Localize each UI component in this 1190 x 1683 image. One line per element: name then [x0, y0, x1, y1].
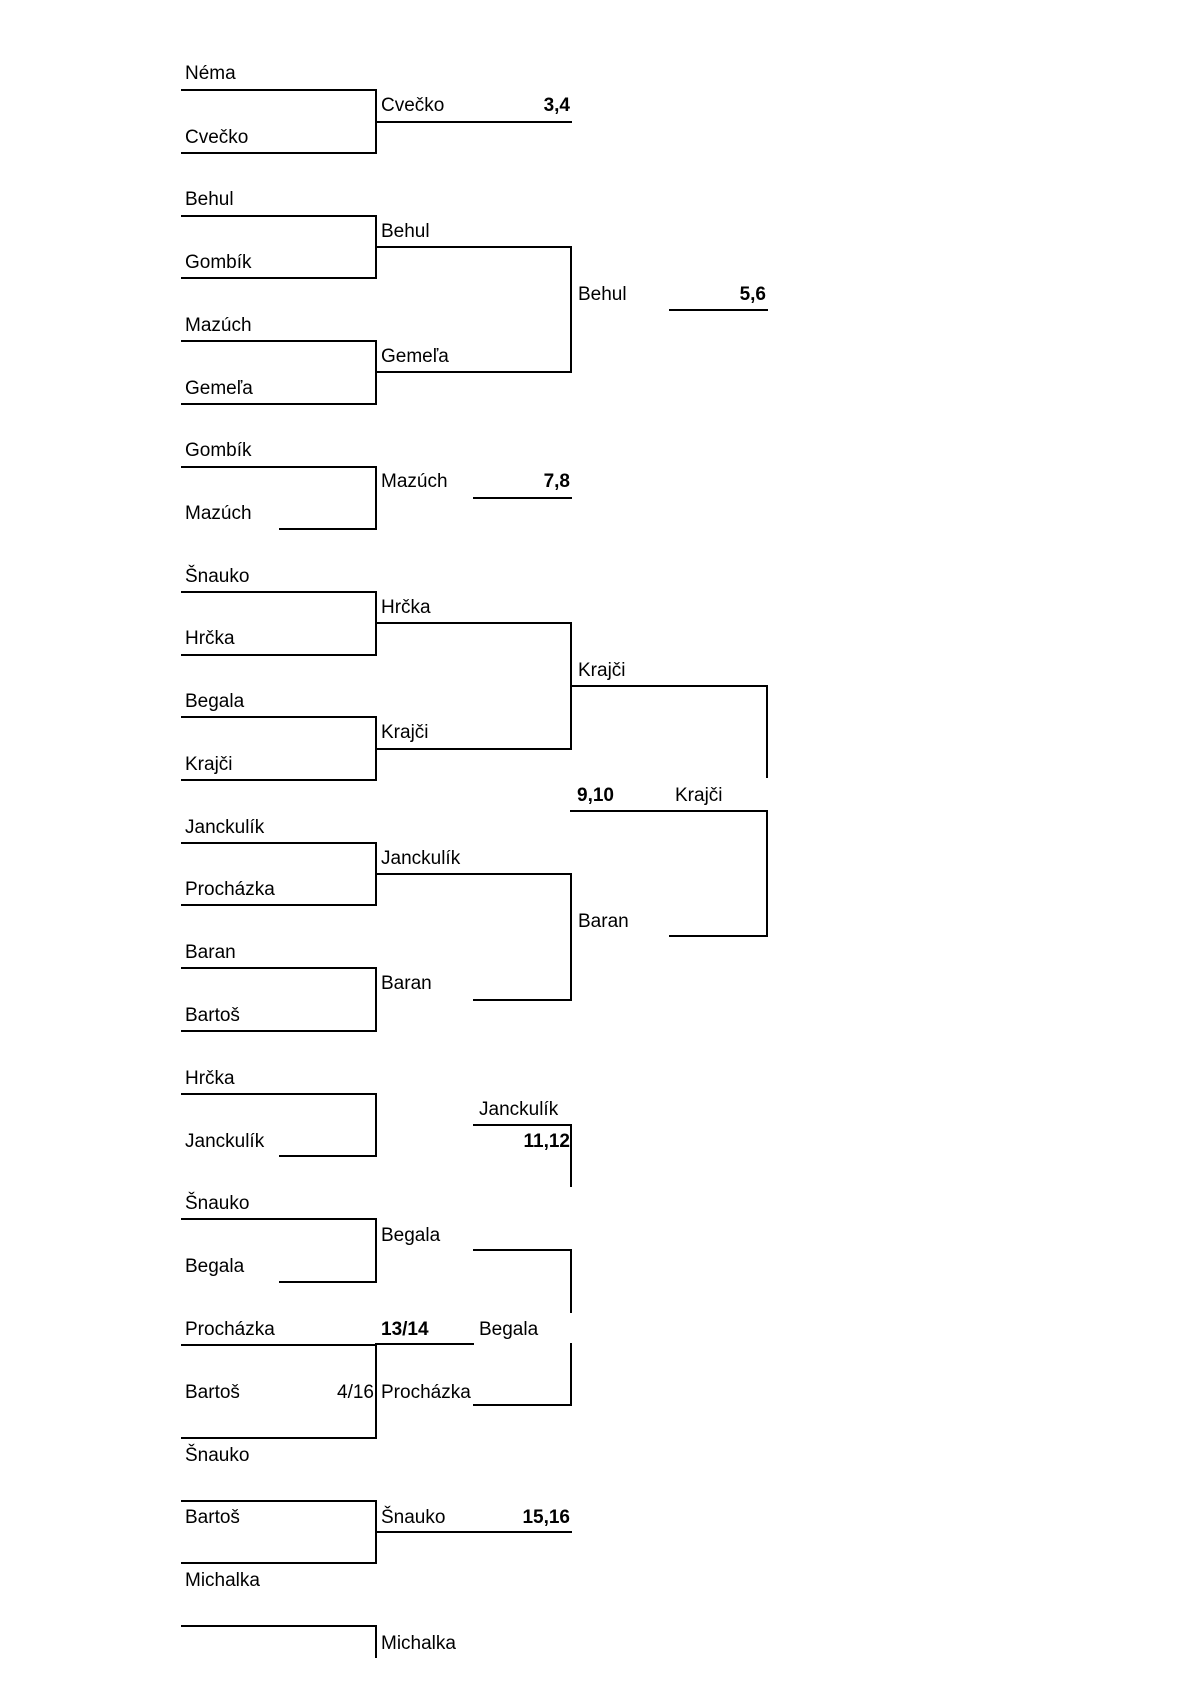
bracket-line	[181, 403, 377, 405]
r1-name: Michalka	[185, 1570, 260, 1591]
bracket-line	[181, 1093, 377, 1095]
r1-name: Šnauko	[185, 566, 250, 587]
bracket-line	[375, 1343, 474, 1345]
r2-name: Procházka	[381, 1382, 471, 1403]
place-label: 5,6	[739, 284, 766, 305]
r1-name: Krajči	[185, 754, 233, 775]
place-label: 7,8	[543, 471, 570, 492]
bracket-line	[375, 1531, 572, 1533]
bracket-line	[181, 340, 377, 342]
place-label: 3,4	[543, 95, 570, 116]
r1-name: Procházka	[185, 1319, 275, 1340]
r1-name: Cvečko	[185, 127, 249, 148]
bracket-line	[669, 309, 768, 311]
bracket-line	[181, 89, 377, 91]
bracket-line	[375, 121, 572, 123]
bracket-line	[181, 1437, 377, 1439]
bracket-line	[181, 1562, 377, 1564]
final-winner: Krajči	[675, 785, 723, 806]
r2-name: Behul	[381, 221, 430, 242]
r2-name: Šnauko	[381, 1507, 446, 1528]
bracket-line	[181, 152, 377, 154]
r1-name: Šnauko	[185, 1445, 250, 1466]
r2-name: Hrčka	[381, 597, 431, 618]
r1-name: Gombík	[185, 252, 252, 273]
place-label: 9,10	[577, 785, 614, 806]
r2-name: Gemeľa	[381, 346, 449, 367]
bracket-line	[766, 685, 768, 778]
bracket-line	[375, 1344, 377, 1439]
bracket-line	[181, 1500, 377, 1502]
bracket-line	[473, 1404, 572, 1406]
r1-name: Gombík	[185, 440, 252, 461]
r1-name: Janckulík	[185, 817, 265, 838]
bracket-line	[181, 716, 377, 718]
bracket-line	[375, 873, 572, 875]
r2-name: Michalka	[381, 1633, 456, 1654]
r3-name: Janckulík	[479, 1099, 559, 1120]
bracket-line	[181, 591, 377, 593]
bracket-line	[375, 967, 377, 1032]
r1-name: Begala	[185, 691, 245, 712]
bracket-line	[181, 904, 377, 906]
bracket-line	[570, 1249, 572, 1313]
r1-name: Bartoš	[185, 1382, 240, 1403]
r3-name: Behul	[578, 284, 627, 305]
bracket-line	[375, 748, 572, 750]
bracket-line	[570, 873, 572, 1001]
r3-name: Baran	[578, 911, 629, 932]
r1-name: Begala	[185, 1256, 245, 1277]
place-label: 4/16	[337, 1382, 374, 1403]
bracket-line	[181, 1030, 377, 1032]
bracket-line	[473, 999, 572, 1001]
bracket-line	[181, 215, 377, 217]
r2-name: Mazúch	[381, 471, 448, 492]
r1-name: Bartoš	[185, 1507, 240, 1528]
bracket-line	[181, 654, 377, 656]
bracket-line	[181, 842, 377, 844]
bracket-line	[375, 466, 377, 530]
r1-name: Néma	[185, 63, 236, 84]
r2-name: Baran	[381, 973, 432, 994]
bracket-line	[181, 967, 377, 969]
r1-name: Šnauko	[185, 1193, 250, 1214]
r1-name: Gemeľa	[185, 378, 253, 399]
r1-name: Janckulík	[185, 1131, 265, 1152]
bracket-line	[570, 246, 572, 373]
bracket-line	[181, 1625, 377, 1627]
bracket-line	[766, 810, 768, 937]
bracket-line	[570, 1124, 572, 1187]
bracket-line	[279, 1155, 377, 1157]
r2-name: Krajči	[381, 722, 429, 743]
bracket-line	[473, 497, 572, 499]
r1-name: Hrčka	[185, 628, 235, 649]
r1-name: Bartoš	[185, 1005, 240, 1026]
r2-name: Cvečko	[381, 95, 445, 116]
bracket-line	[375, 1625, 377, 1658]
bracket-line	[473, 1124, 572, 1126]
r1-name: Mazúch	[185, 503, 252, 524]
bracket-line	[181, 779, 377, 781]
bracket-line	[181, 277, 377, 279]
place-label: 15,16	[522, 1507, 570, 1528]
r1-name: Mazúch	[185, 315, 252, 336]
r1-name: Baran	[185, 942, 236, 963]
bracket-line	[473, 1249, 572, 1251]
bracket-line	[181, 466, 377, 468]
bracket-line	[279, 528, 377, 530]
r1-name: Hrčka	[185, 1068, 235, 1089]
r2-name: Janckulík	[381, 848, 461, 869]
bracket-line	[570, 685, 768, 687]
bracket-line	[181, 1218, 377, 1220]
bracket-line	[181, 1344, 377, 1346]
bracket-line	[375, 1093, 377, 1157]
bracket-line	[279, 1281, 377, 1283]
place-label: 13/14	[381, 1319, 429, 1340]
r3-name: Krajči	[578, 660, 626, 681]
bracket-line	[375, 622, 572, 624]
bracket-line	[570, 1343, 572, 1406]
bracket-line	[570, 810, 768, 812]
r3-name: Begala	[479, 1319, 539, 1340]
bracket-line	[669, 935, 768, 937]
r2-name: Begala	[381, 1225, 441, 1246]
bracket-line	[375, 246, 572, 248]
r1-name: Procházka	[185, 879, 275, 900]
bracket-line	[375, 371, 572, 373]
place-label: 11,12	[523, 1131, 570, 1152]
r1-name: Behul	[185, 189, 234, 210]
bracket-line	[375, 1218, 377, 1283]
